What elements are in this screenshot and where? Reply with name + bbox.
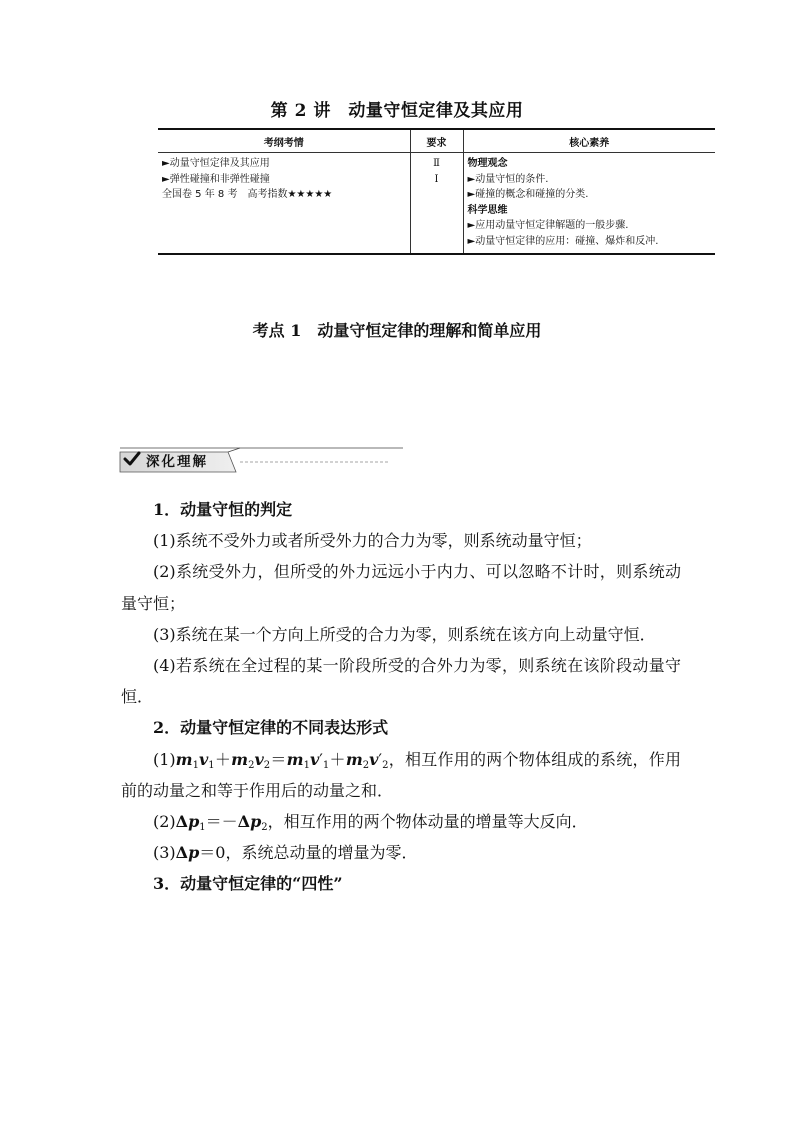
paragraph: (2)系统受外力，但所受的外力远远小于内力、可以忽略不计时，则系统动量守恒； (121, 562, 681, 613)
literacy-category: 物理观念 (467, 158, 508, 169)
check-icon (122, 449, 142, 469)
subheading: 2．动量守恒定律的不同表达形式 (153, 718, 389, 738)
requirement-cell (410, 153, 463, 255)
literacy-item: ►动量守恒的条件. (467, 173, 549, 185)
deepen-understanding-banner (118, 446, 408, 474)
paragraph-text: ，相互作用的两个物体动量的增量等大反向． (267, 812, 588, 832)
section-title: 考点 1 动量守恒定律的理解和简单应用 (252, 321, 542, 340)
table-row (158, 153, 715, 255)
item-number: (3) (153, 843, 176, 863)
subheading: 1．动量守恒的判定 (153, 500, 293, 519)
paragraph: (4)若系统在全过程的某一阶段所受的合外力为零，则系统在该阶段动量守恒． (121, 656, 681, 707)
subheading: 3．动量守恒定律的“四性” (153, 874, 343, 894)
exam-outline-cell (158, 153, 410, 255)
paragraph-text: ，系统总动量的增量为零． (225, 843, 418, 863)
column-header: 考纲考情 (158, 129, 410, 153)
paragraph-text: ，相互作用的两个物体组成的系统，作用前的动量之和等于作用后的动量之和． (121, 749, 681, 800)
paragraph: (1)系统不受外力或者所受外力的合力为零，则系统动量守恒； (153, 531, 592, 551)
literacy-category: 科学思维 (467, 204, 508, 216)
exam-topic: ►动量守恒定律及其应用 (162, 158, 270, 169)
formula-paragraph (121, 744, 681, 806)
exam-frequency: 全国卷 5 年 8 考 高考指数★★★★★ (162, 189, 333, 200)
formula-paragraph (121, 837, 681, 868)
body-text (121, 494, 681, 900)
formula-paragraph (121, 806, 681, 837)
table-header-row (158, 129, 715, 153)
column-header: 核心素养 (463, 129, 715, 153)
item-number: (2) (153, 812, 176, 832)
literacy-item: ►应用动量守恒定律解题的一般步骤. (467, 220, 629, 231)
momentum-change-equation: $\Delta p_1=-\Delta p_2$ (175, 812, 268, 834)
banner-label: 深化理解 (146, 454, 208, 470)
literacy-item: ►碰撞的概念和碰撞的分类. (467, 189, 589, 200)
item-number: (1) (153, 749, 176, 769)
exam-topic: ►弹性碰撞和非弹性碰撞 (162, 173, 270, 185)
overview-table (158, 128, 715, 255)
requirement-level: Ⅰ (434, 173, 439, 185)
column-header: 要求 (410, 129, 463, 153)
core-literacy-cell (463, 153, 715, 255)
momentum-equation: $m_1v_1+m_2v_2=m_1v'_1+m_2v'_2$ (175, 749, 389, 771)
paragraph: (3)系统在某一个方向上所受的合力为零，则系统在该方向上动量守恒． (153, 624, 656, 644)
requirement-level: Ⅱ (433, 158, 440, 169)
total-momentum-change-equation: Δp＝0 (175, 843, 226, 863)
literacy-item: ►动量守恒定律的应用：碰撞、爆炸和反冲. (467, 235, 659, 247)
lesson-title: 第 2 讲 动量守恒定律及其应用 (270, 101, 524, 121)
